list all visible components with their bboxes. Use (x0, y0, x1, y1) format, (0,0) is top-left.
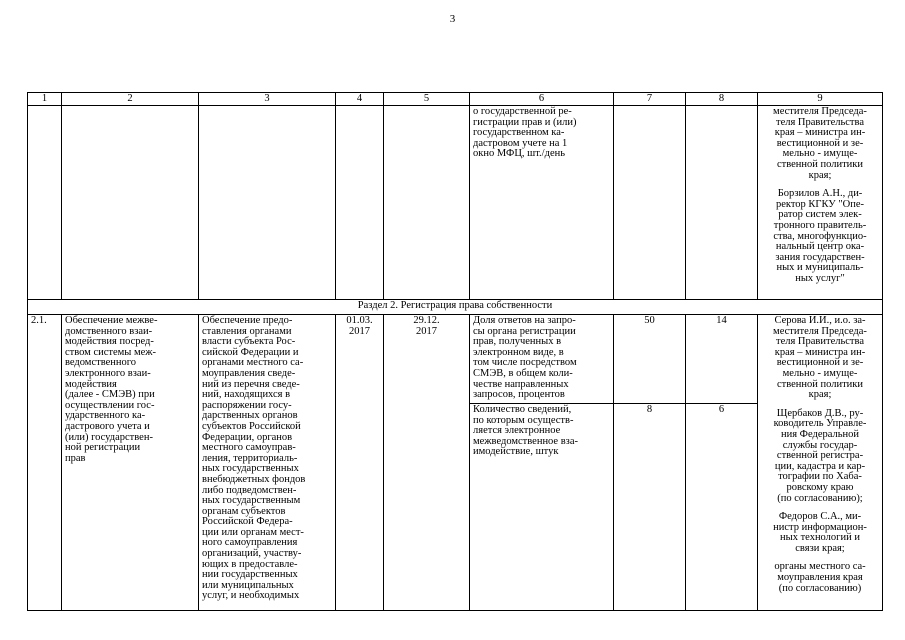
col-number-2: 2 (62, 93, 199, 106)
cont-cell-3 (199, 106, 336, 300)
responsible-c: Федоров С.А., ми- нистр информацион- ных технологий и связи края; (773, 511, 867, 554)
row-number: 2.1. (28, 315, 62, 611)
col-number-6: 6 (470, 93, 614, 106)
event-description: Обеспечение предо- ставления органами власти субъекта Рос- сийской Федерации и органами местного са- моуправления сведе- ний из перечня сведе- ний, находящихся в распоряжении госу- дарственных органов субъектов Российской Федерации, органов местного самоуправ- ления, территориаль- ных государственных внебюджетных фондов либо подведомствен- ных государственным органам субъектов Российской Федера- ции или органам мест- ного самоуправления организаций, участву- ющих в предоставле- нии государственных или муниципальных услуг, и необходимых (199, 315, 336, 611)
start-date: 01.03. 2017 (336, 315, 384, 611)
cont-cell-5 (384, 106, 470, 300)
col-number-3: 3 (199, 93, 336, 106)
col-number-9: 9 (758, 93, 883, 106)
indicator-2-value-7: 8 (614, 403, 685, 417)
continuation-row (28, 106, 883, 300)
values-cell-7 (614, 315, 686, 611)
responsible-cell (758, 315, 883, 611)
indicator-1-value-7: 50 (644, 315, 655, 326)
col-number-4: 4 (336, 93, 384, 106)
row-2-1 (28, 315, 883, 611)
cont-indicator-text: о государственной ре- гистрации прав и (или) государственном ка- дастровом учете на 1 окно МФЦ, шт./день (470, 106, 614, 300)
values-cell-8 (686, 315, 758, 611)
indicators-cell (470, 315, 614, 611)
cont-responsible-cell (758, 106, 883, 300)
col-number-1: 1 (28, 93, 62, 106)
indicator-2-value-8: 6 (686, 403, 757, 417)
cont-cell-8 (686, 106, 758, 300)
plan-table (27, 92, 883, 611)
indicator-1-value-8: 14 (716, 315, 727, 326)
cont-cell-4 (336, 106, 384, 300)
indicator-1: Доля ответов на запро- сы органа регистрации прав, полученных в электронном виде, в том числе посредством СМЭВ, в общем коли- честве направленных запросов, процентов (473, 315, 577, 401)
cont-cell-7 (614, 106, 686, 300)
event-name: Обеспечение межве- домственного взаи- модействия посред- ством системы меж- ведомственного электронного взаи- модействия (далее - СМЭВ) при осуществлении гос- ударственного ка- дастрового учета и (или) государствен- ной регистрации прав (62, 315, 199, 611)
cont-responsible-a: местителя Председа- теля Правительства края – министра ин- вестиционной и зе- мельно - имуще- ственной политики края; (773, 106, 867, 181)
cont-responsible-b: Борзилов А.Н., ди- ректор КГКУ "Опе- ратор систем элек- тронного правитель- ства, многофункцио- нальный центр ока- зания государствен- ных и муниципаль- ных услуг" (773, 188, 867, 284)
responsible-d: органы местного са- моуправления края (по согласованию) (774, 561, 866, 594)
section-row (28, 300, 883, 315)
responsible-b: Щербаков Д.В., ру- ководитель Управле- ния Федеральной службы государ- ственной регистра- ции, кадастра и кар- тографии по Хаба- ровскому краю (по согласованию); (773, 407, 867, 504)
responsible-a: Серова И.И., и.о. за- местителя Председа- теля Правительства края – министра ин- вестиционной и зе- мельно - имуще- ственной политики края; (773, 315, 867, 401)
col-number-7: 7 (614, 93, 686, 106)
section-title: Раздел 2. Регистрация права собственности (28, 300, 883, 315)
cont-cell-2 (62, 106, 199, 300)
col-number-5: 5 (384, 93, 470, 106)
col-number-8: 8 (686, 93, 758, 106)
page-number: 3 (449, 13, 456, 25)
column-number-row (28, 93, 883, 106)
indicator-2: Количество сведений, по которым осуществ- ляется электронное межведомственное вза- имодействие, штук (470, 403, 613, 459)
cont-cell-1 (28, 106, 62, 300)
end-date: 29.12. 2017 (384, 315, 470, 611)
